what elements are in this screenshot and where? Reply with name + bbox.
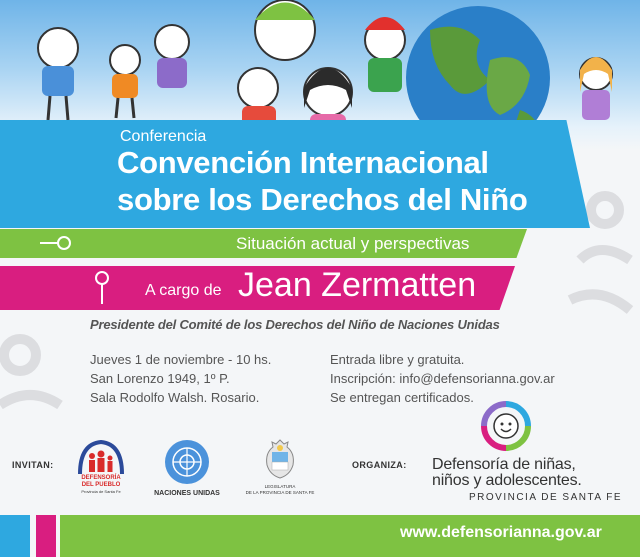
conference-label: Conferencia	[120, 128, 207, 145]
event-address: San Lorenzo 1949, 1º P.	[90, 371, 230, 386]
entry-admission: Entrada libre y gratuita.	[330, 352, 465, 367]
organizer-name: Defensoría de niñas,	[432, 456, 576, 473]
footer-stripe-magenta	[36, 515, 56, 557]
family-icon	[76, 440, 126, 476]
child-figure	[255, 0, 315, 60]
organizer-name-line-2: niños y adolescentes.	[432, 472, 582, 489]
event-venue: Sala Rodolfo Walsh. Rosario.	[90, 390, 260, 405]
footer-stripe-blue	[0, 515, 30, 557]
un-logo	[150, 438, 224, 500]
child-figure	[580, 57, 612, 120]
invite-label: INVITAN:	[12, 460, 54, 470]
legislatura-logo	[244, 438, 316, 500]
child-figure	[155, 25, 189, 88]
logo-caption: DEL PUEBLO	[81, 482, 121, 488]
organizer-province: PROVINCIA DE SANTA FE	[469, 492, 623, 503]
event-date: Jueves 1 de noviembre - 10 hs.	[90, 352, 272, 367]
subtitle: Situación actual y perspectivas	[236, 234, 470, 253]
entry-registration[interactable]: Inscripción: info@defensorianna.gov.ar	[330, 371, 555, 386]
child-figure	[38, 28, 78, 120]
logo-caption: DE LA PROVINCIA DE SANTA FE	[245, 490, 315, 495]
event-details	[90, 350, 271, 407]
speaker-role: Presidente del Comité de los Derechos del Niño de Naciones Unidas	[90, 317, 500, 332]
un-emblem-icon	[160, 438, 214, 486]
entry-certificates: Se entregan certificados.	[330, 390, 474, 405]
speaker-prefix: A cargo de	[145, 282, 222, 299]
speaker-name: Jean Zermatten	[238, 266, 477, 304]
entry-details	[330, 350, 555, 407]
child-figure	[110, 45, 140, 118]
doodle-icon	[0, 315, 70, 425]
logo-caption: NACIONES UNIDAS	[154, 490, 220, 497]
doodle-icon	[92, 270, 112, 306]
provincial-seal-icon	[264, 438, 296, 480]
organizer-face-icon	[480, 400, 532, 452]
page-title-line-2: sobre los Derechos del Niño	[117, 182, 528, 217]
logo-caption: Provincia de Santa Fe	[81, 489, 121, 494]
doodle-icon	[40, 232, 74, 254]
website-link[interactable]: www.defensorianna.gov.ar	[400, 524, 602, 541]
organize-label: ORGANIZA:	[352, 460, 407, 470]
defensoria-pueblo-logo	[76, 440, 126, 496]
logo-caption: LEGISLATURA	[264, 484, 296, 489]
child-figure	[365, 17, 405, 92]
logo-caption: DEFENSORÍA	[81, 475, 121, 481]
page-title: Convención Internacional	[117, 145, 489, 180]
